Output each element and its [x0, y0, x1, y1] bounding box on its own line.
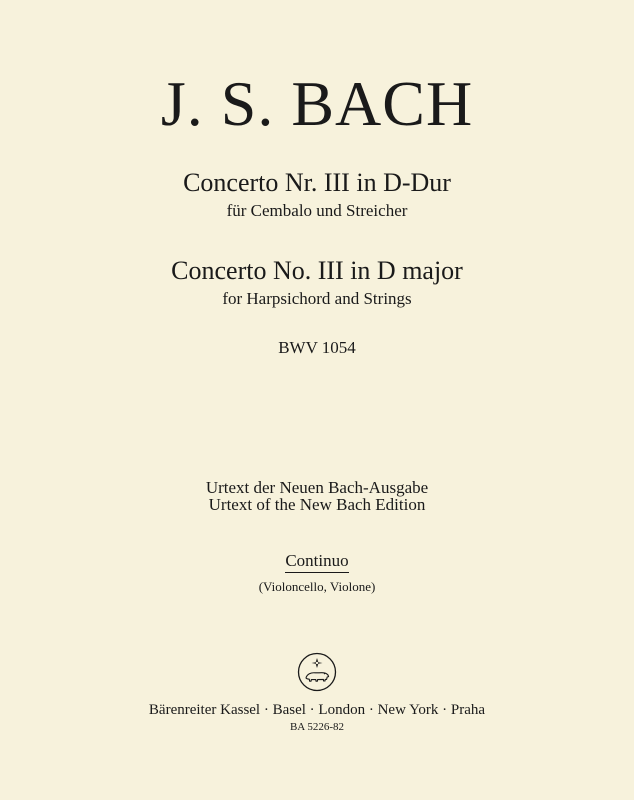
urtext-line-german: Urtext der Neuen Bach-Ausgabe — [205, 478, 429, 497]
work-title-english: Concerto No. III in D major — [171, 256, 463, 285]
urtext-line-english: Urtext of the New Bach Edition — [208, 495, 426, 514]
composer-name: J. S. BACH — [160, 68, 474, 139]
catalog-number: BWV 1054 — [278, 338, 356, 357]
work-subtitle-english: for Harpsichord and Strings — [222, 289, 412, 308]
work-subtitle-german: für Cembalo und Streicher — [226, 201, 408, 220]
part-name: Continuo — [285, 552, 348, 573]
part-instruments: (Violoncello, Violone) — [258, 579, 376, 594]
baerenreiter-bear-logo-icon — [297, 652, 337, 692]
work-title-german: Concerto Nr. III in D-Dur — [183, 168, 451, 197]
order-number: BA 5226-82 — [289, 721, 345, 733]
publisher-cities: Bärenreiter Kassel · Basel · London · New York · Praha — [148, 702, 486, 718]
part-heading — [0, 552, 634, 573]
